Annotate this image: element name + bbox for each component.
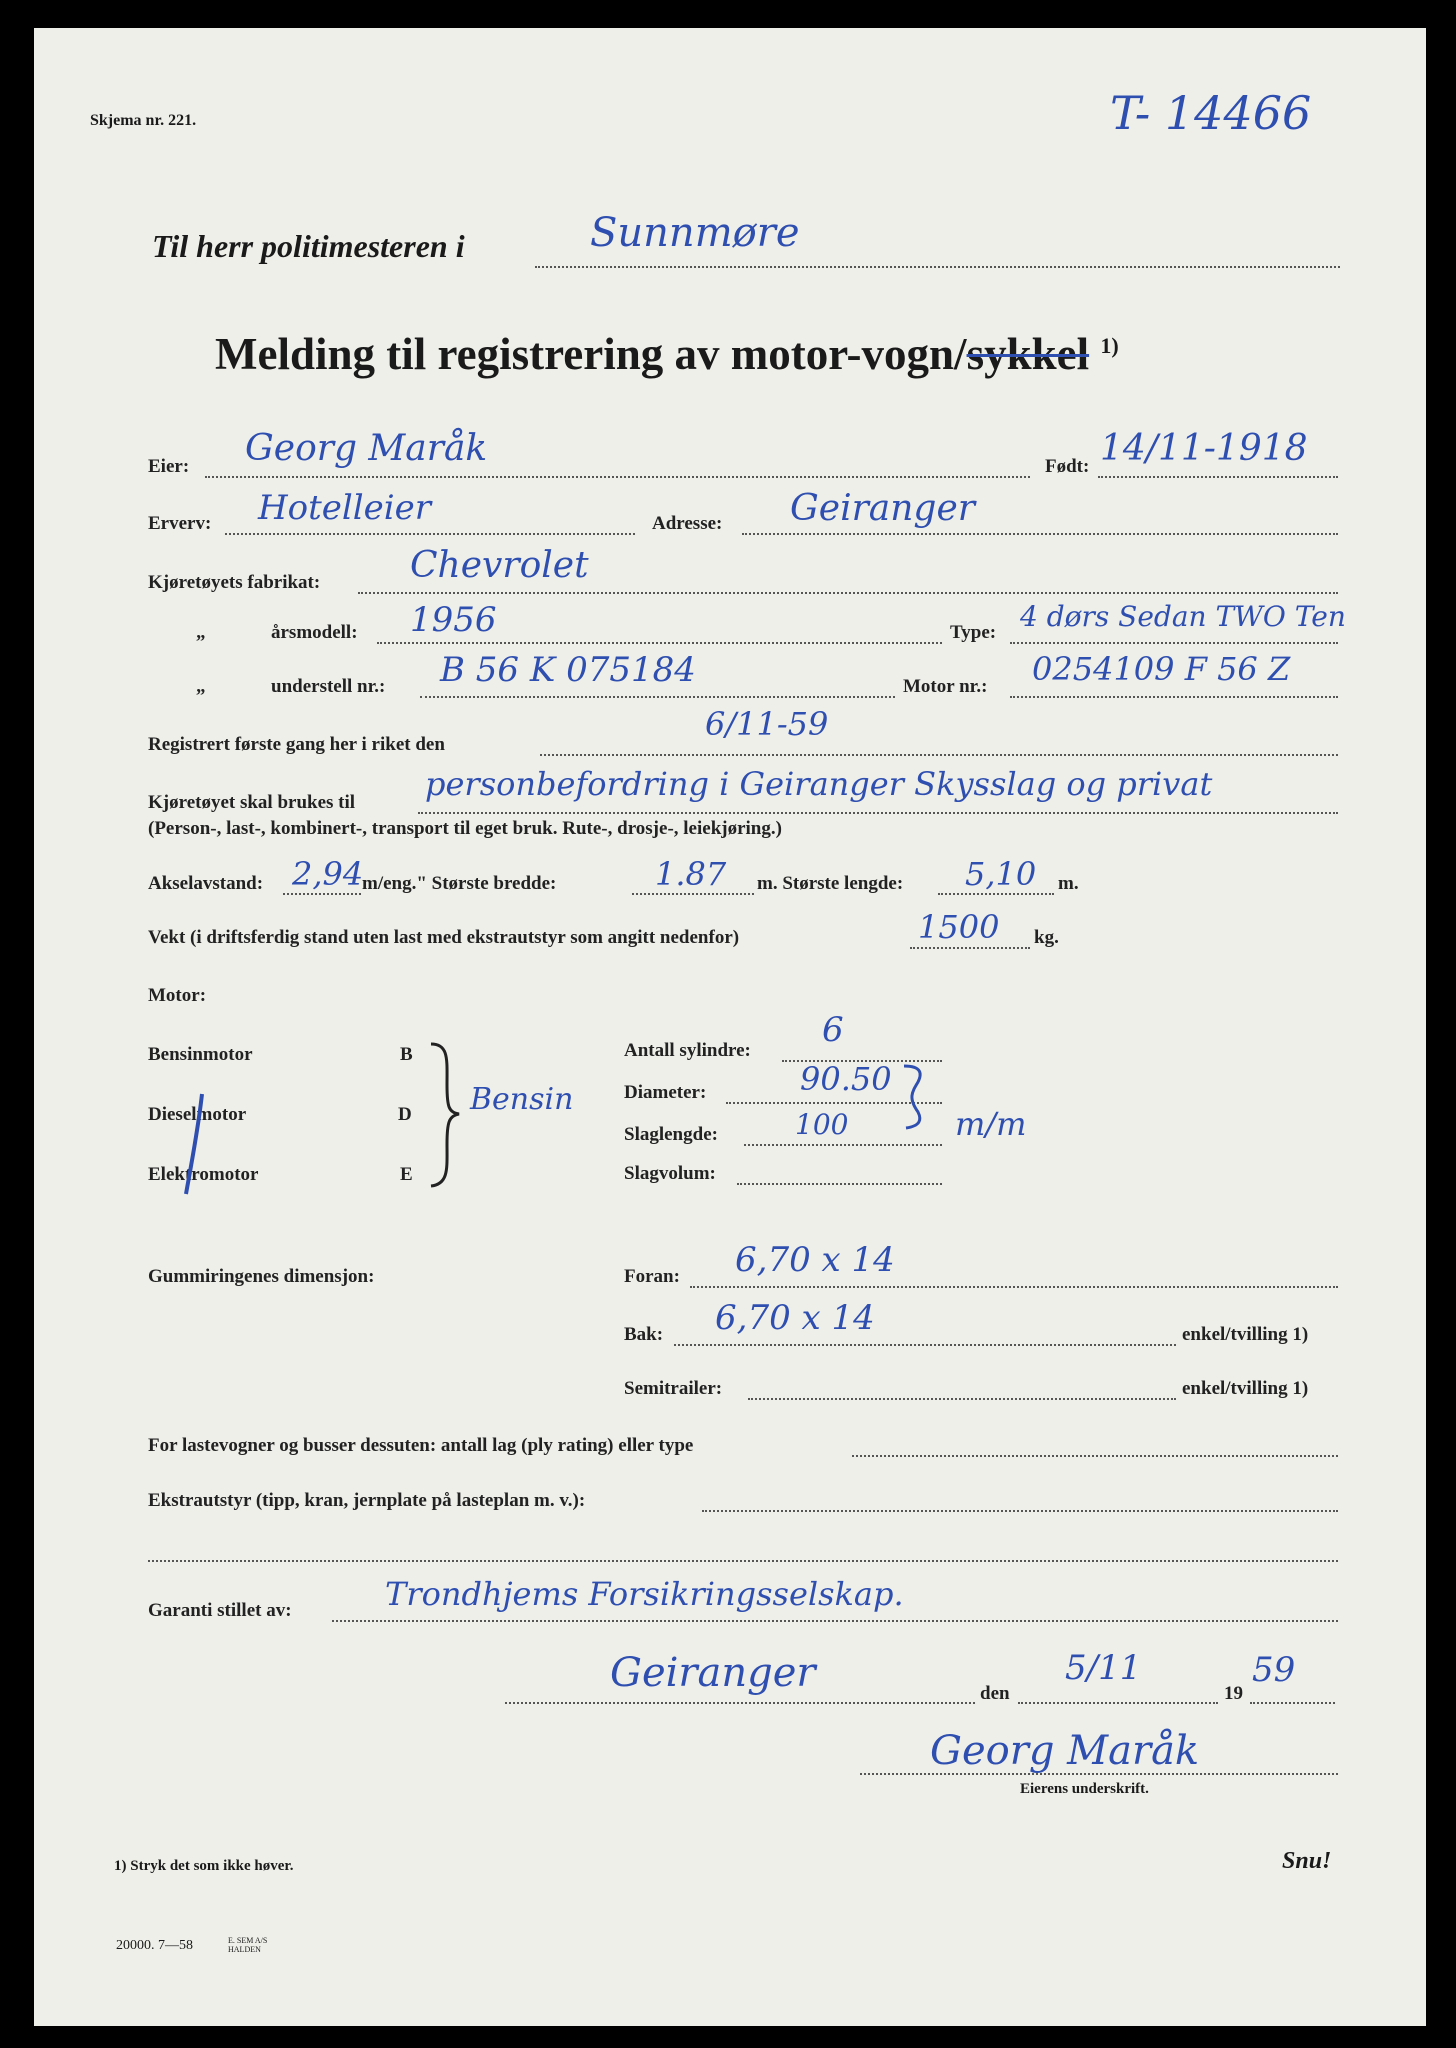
semitrailer-suffix: enkel/tvilling 1) bbox=[1182, 1378, 1309, 1399]
registrert-label: Registrert første gang her i riket den bbox=[148, 734, 445, 755]
registrert-value: 6/11-59 bbox=[705, 705, 829, 743]
bruk-label: Kjøretøyet skal brukes til bbox=[148, 792, 356, 813]
eier-value: Georg Maråk bbox=[245, 428, 488, 469]
year-line bbox=[1250, 1702, 1335, 1704]
eier-line bbox=[205, 476, 1030, 478]
eier-label: Eier: bbox=[148, 456, 190, 477]
garanti-label: Garanti stillet av: bbox=[148, 1600, 292, 1621]
title-note: 1) bbox=[1100, 333, 1119, 358]
semitrailer-line bbox=[748, 1398, 1176, 1400]
type-value: 4 dørs Sedan TWO Ten bbox=[1020, 600, 1346, 633]
diameter-label: Diameter: bbox=[624, 1082, 707, 1103]
fabrikat-value: Chevrolet bbox=[410, 545, 589, 586]
sylindre-value: 6 bbox=[822, 1010, 844, 1050]
recipient-value: Sunnmøre bbox=[590, 210, 800, 256]
year-prefix: 19 bbox=[1224, 1683, 1243, 1704]
slaglengde-label: Slaglengde: bbox=[624, 1124, 718, 1145]
ekstrautstyr-label: Ekstrautstyr (tipp, kran, jernplate på lasteplan m. v.): bbox=[148, 1490, 586, 1511]
printer-mark: E. SEM A/S HALDEN bbox=[228, 1936, 268, 1954]
fabrikat-label: Kjøretøyets fabrikat: bbox=[148, 572, 321, 593]
fodt-value: 14/11-1918 bbox=[1100, 428, 1308, 469]
quote-mark-1: „ bbox=[196, 622, 206, 643]
bensinmotor-label: Bensinmotor bbox=[148, 1044, 253, 1065]
bak-line bbox=[674, 1344, 1176, 1346]
lastevogn-line bbox=[852, 1455, 1338, 1457]
year-value: 59 bbox=[1252, 1650, 1296, 1690]
adresse-label: Adresse: bbox=[652, 513, 723, 534]
adresse-value: Geiranger bbox=[790, 488, 975, 529]
vekt-label: Vekt (i driftsferdig stand uten last med ekstrautstyr som angitt nedenfor) bbox=[148, 927, 740, 948]
turn-over-note: Snu! bbox=[1282, 1848, 1332, 1874]
lastevogn-label: For lastevogner og busser dessuten: antall lag (ply rating) eller type bbox=[148, 1435, 694, 1456]
bruk-value: personbefordring i Geiranger Skysslag og privat bbox=[425, 765, 1213, 803]
print-number: 20000. 7—58 bbox=[116, 1938, 193, 1953]
slagvolum-label: Slagvolum: bbox=[624, 1163, 716, 1184]
type-label: Type: bbox=[950, 622, 997, 643]
quote-mark-2: „ bbox=[196, 676, 206, 697]
lengde-unit: m. bbox=[1058, 873, 1079, 894]
place-value: Geiranger bbox=[610, 1650, 816, 1696]
date-line bbox=[1018, 1702, 1218, 1704]
form-title bbox=[215, 328, 1119, 380]
motor-nr-label: Motor nr.: bbox=[903, 676, 988, 697]
foran-label: Foran: bbox=[624, 1266, 680, 1287]
foran-value: 6,70 x 14 bbox=[735, 1240, 895, 1280]
reference-number: T- 14466 bbox=[1110, 86, 1312, 140]
recipient-label: Til herr politimesteren i bbox=[152, 228, 465, 264]
adresse-line bbox=[742, 533, 1338, 535]
vekt-line bbox=[910, 947, 1030, 949]
erverv-line bbox=[225, 533, 635, 535]
motor-nr-line bbox=[1010, 696, 1338, 698]
erverv-value: Hotelleier bbox=[258, 488, 432, 528]
footnote: 1) Stryk det som ikke høver. bbox=[114, 1858, 294, 1874]
aksel-line bbox=[283, 893, 361, 895]
understell-label: understell nr.: bbox=[271, 676, 386, 697]
slaglengde-unit: m/m bbox=[955, 1105, 1027, 1143]
aksel-label: Akselavstand: bbox=[148, 873, 264, 894]
arsmodell-label: årsmodell: bbox=[271, 622, 358, 643]
signature-label: Eierens underskrift. bbox=[1020, 1781, 1149, 1797]
place-line bbox=[505, 1702, 975, 1704]
bak-suffix: enkel/tvilling 1) bbox=[1182, 1324, 1309, 1345]
fodt-line bbox=[1098, 476, 1338, 478]
slagvolum-line bbox=[737, 1183, 942, 1185]
slaglengde-value: 100 bbox=[795, 1108, 849, 1141]
motor-heading: Motor: bbox=[148, 985, 207, 1006]
owner-signature: Georg Maråk bbox=[930, 1728, 1200, 1774]
bak-label: Bak: bbox=[624, 1324, 664, 1345]
title-strike: sykkel bbox=[966, 329, 1090, 379]
vekt-unit: kg. bbox=[1034, 927, 1059, 948]
bensinmotor-code: B bbox=[400, 1044, 413, 1065]
bruk-hint: (Person-, last-, kombinert-, transport til eget bruk. Rute-, drosje-, leiekjøring.) bbox=[148, 818, 782, 839]
recipient-line bbox=[535, 266, 1340, 268]
fuel-value: Bensin bbox=[470, 1082, 574, 1117]
semitrailer-label: Semitrailer: bbox=[624, 1378, 723, 1399]
elektromotor-code: E bbox=[400, 1164, 413, 1185]
motor-nr-value: 0254109 F 56 Z bbox=[1032, 650, 1291, 688]
aksel-unit: m/eng." Største bredde: bbox=[362, 873, 557, 894]
date-value: 5/11 bbox=[1065, 1648, 1142, 1688]
slaglengde-line bbox=[744, 1144, 942, 1146]
tires-label: Gummiringenes dimensjon: bbox=[148, 1266, 375, 1287]
bredde-line bbox=[632, 893, 754, 895]
vekt-value: 1500 bbox=[918, 908, 1000, 946]
lengde-value: 5,10 bbox=[965, 855, 1037, 893]
fabrikat-line bbox=[358, 592, 1338, 594]
registrert-line bbox=[540, 754, 1338, 756]
ekstrautstyr-line bbox=[702, 1510, 1338, 1512]
dieselmotor-code: D bbox=[398, 1104, 412, 1125]
erverv-label: Erverv: bbox=[148, 513, 212, 534]
sylindre-label: Antall sylindre: bbox=[624, 1040, 751, 1061]
diameter-value: 90.50 bbox=[800, 1060, 892, 1098]
ekstrautstyr-line-2 bbox=[148, 1560, 1338, 1562]
motor-brace bbox=[425, 1040, 465, 1190]
aksel-value: 2,94 bbox=[292, 855, 364, 893]
understell-line bbox=[420, 696, 895, 698]
foran-line bbox=[690, 1286, 1338, 1288]
garanti-value: Trondhjems Forsikringsselskap. bbox=[385, 1575, 904, 1613]
bredde-unit: m. Største lengde: bbox=[757, 873, 904, 894]
fodt-label: Født: bbox=[1045, 456, 1090, 477]
elektromotor-label: Elektromotor bbox=[148, 1164, 259, 1185]
understell-value: B 56 K 075184 bbox=[440, 650, 696, 690]
bredde-value: 1.87 bbox=[655, 855, 727, 893]
garanti-line bbox=[332, 1620, 1338, 1622]
bruk-line bbox=[418, 812, 1338, 814]
dieselmotor-label: Dieselmotor bbox=[148, 1104, 247, 1125]
arsmodell-line bbox=[377, 642, 942, 644]
diameter-bracket bbox=[900, 1062, 930, 1132]
motor-strike-mark bbox=[180, 1090, 210, 1200]
den-label: den bbox=[980, 1683, 1010, 1704]
bak-value: 6,70 x 14 bbox=[715, 1298, 875, 1338]
type-line bbox=[1010, 642, 1338, 644]
arsmodell-value: 1956 bbox=[410, 600, 497, 640]
lengde-line bbox=[938, 893, 1054, 895]
schema-number: Skjema nr. 221. bbox=[90, 112, 197, 129]
title-text: Melding til registrering av motor-vogn/ bbox=[215, 329, 967, 379]
